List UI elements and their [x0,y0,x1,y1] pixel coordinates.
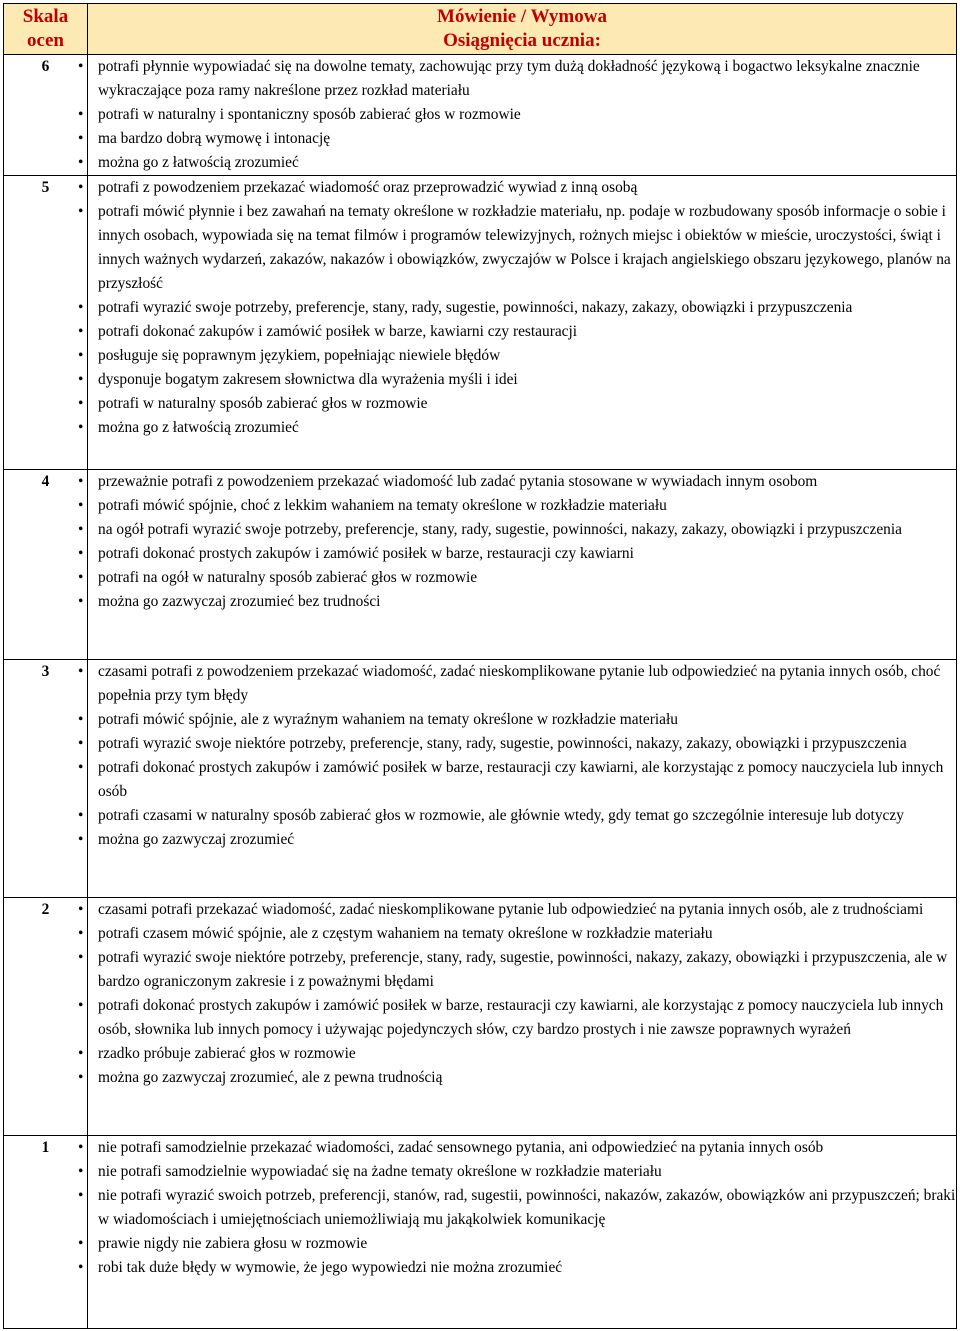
grade-row-4 [4,470,957,660]
achievement-item: • posługuje się poprawnym językiem, popełniając niewiele błędów [88,344,956,368]
achievement-item: • ma bardzo dobrą wymowę i intonację [88,127,956,151]
achievement-item: • potrafi mówić spójnie, ale z wyraźnym wahaniem na tematy określone w rozkładzie materiału [88,708,956,732]
achievement-item: • można go zazwyczaj zrozumieć bez trudności [88,590,956,614]
achievement-item: • dysponuje bogatym zakresem słownictwa dla wyrażenia myśli i idei [88,368,956,392]
achievement-item: • potrafi czasem mówić spójnie, ale z częstym wahaniem na tematy określone w rozkładzie materiału [88,922,956,946]
achievement-item: • można go zazwyczaj zrozumieć [88,828,956,852]
achievement-item: • można go z łatwością zrozumieć [88,416,956,440]
grade-value: 4 [4,470,88,660]
achievement-item: • nie potrafi samodzielnie wypowiadać się na żadne tematy określone w rozkładzie materiału [88,1160,956,1184]
achievements-header-cell [88,4,957,55]
grade-value: 2 [4,898,88,1136]
achievement-list [88,660,957,898]
grade-row-1 [4,1136,957,1329]
grade-row-5 [4,176,957,470]
achievement-item: • potrafi dokonać prostych zakupów i zamówić posiłek w barze, restauracji czy kawiarni, ale korzystając z pomocy nauczyciela lub innych osób [88,756,956,804]
achievement-item: • potrafi płynnie wypowiadać się na dowolne tematy, zachowując przy tym dużą dokładność językową i bogactwo leksykalne znacznie wykraczające poza ramy nakreślone przez rozkład materiału [88,55,956,103]
achievement-item: • można go zazwyczaj zrozumieć, ale z pewna trudnością [88,1066,956,1090]
achievement-item: • potrafi wyrazić swoje potrzeby, preferencje, stany, rady, sugestie, powinności, nakazy, zakazy, obowiązki i przypuszczenia [88,296,956,320]
section-title: Mówienie / Wymowa [437,6,607,27]
achievement-item: • potrafi dokonać zakupów i zamówić posiłek w barze, kawiarni czy restauracji [88,320,956,344]
achievement-item: • potrafi czasami w naturalny sposób zabierać głos w rozmowie, ale głównie wtedy, gdy temat go szczególnie interesuje lub dotyczy [88,804,956,828]
achievement-item: • czasami potrafi z powodzeniem przekazać wiadomość, zadać nieskomplikowane pytanie lub odpowiedzieć na pytania innych osób, choć popełnia przy tym błędy [88,660,956,708]
grade-row-2 [4,898,957,1136]
achievement-item: • potrafi z powodzeniem przekazać wiadomość oraz przeprowadzić wywiad z inną osobą [88,176,956,200]
achievement-item: • czasami potrafi przekazać wiadomość, zadać nieskomplikowane pytanie lub odpowiedzieć na pytania innych osób, ale z trudnościami [88,898,956,922]
achievement-list [88,176,957,470]
grade-row-3 [4,660,957,898]
achievement-item: • potrafi dokonać prostych zakupów i zamówić posiłek w barze, restauracji czy kawiarni, ale korzystając z pomocy nauczyciela lub innych osób, słownika lub innych pomocy i używając pojedynczych słów, czy bardzo prostych i nie zawsze poprawnych wyrażeń [88,994,956,1042]
scale-header-cell [4,4,88,55]
achievement-list [88,898,957,1136]
grade-value: 3 [4,660,88,898]
achievement-list [88,1136,957,1329]
achievement-item: • potrafi wyrazić swoje niektóre potrzeby, preferencje, stany, rady, sugestie, powinności, nakazy, zakazy, obowiązki i przypuszczenia [88,732,956,756]
grade-value: 6 [4,55,88,176]
achievement-item: • prawie nigdy nie zabiera głosu w rozmowie [88,1232,956,1256]
grade-value: 5 [4,176,88,470]
achievements-subtitle: Osiągnięcia ucznia: [443,30,601,51]
scale-header-line1: Skala [22,6,69,27]
scale-header-line2: ocen [27,30,64,51]
table-header-row [4,4,957,55]
achievement-item: • potrafi mówić płynnie i bez zawahań na tematy określone w rozkładzie materiału, np. podaje w rozbudowany sposób informacje o sobie i innych osobach, wypowiada się na temat filmów i programów telewizyjnych, rożnych miejsc i obiektów w mieście, uroczystości, świąt i innych ważnych wydarzeń, zakazów, nakazów i obowiązków, zwyczajów w Polsce i krajach angielskiego obszaru językowego, planów na przyszłość [88,200,956,296]
achievement-item: • można go z łatwością zrozumieć [88,151,956,175]
achievement-item: • potrafi wyrazić swoje niektóre potrzeby, preferencje, stany, rady, sugestie, powinności, nakazy, zakazy, obowiązki i przypuszczenia, ale w bardzo ograniczonym zakresie i z poważnymi błędami [88,946,956,994]
achievement-list [88,470,957,660]
grade-value: 1 [4,1136,88,1329]
achievement-item: • robi tak duże błędy w wymowie, że jego wypowiedzi nie można zrozumieć [88,1256,956,1280]
achievement-item: • nie potrafi wyrazić swoich potrzeb, preferencji, stanów, rad, sugestii, powinności, nakazów, zakazów, obowiązków ani przypuszczeń; braki w wiadomościach i umiejętnościach uniemożliwiają mu jakąkolwiek komunikację [88,1184,956,1232]
achievement-item: • przeważnie potrafi z powodzeniem przekazać wiadomość lub zadać pytania stosowane w wywiadach innym osobom [88,470,956,494]
grade-row-6 [4,55,957,176]
achievement-item: • rzadko próbuje zabierać głos w rozmowie [88,1042,956,1066]
grading-scale-table [3,3,957,1329]
achievement-item: • potrafi na ogół w naturalny sposób zabierać głos w rozmowie [88,566,956,590]
achievement-item: • nie potrafi samodzielnie przekazać wiadomości, zadać sensownego pytania, ani odpowiedzieć na pytania innych osób [88,1136,956,1160]
achievement-list [88,55,957,176]
grade-rows [4,55,957,1329]
achievement-item: • potrafi mówić spójnie, choć z lekkim wahaniem na tematy określone w rozkładzie materiału [88,494,956,518]
achievement-item: • potrafi w naturalny sposób zabierać głos w rozmowie [88,392,956,416]
achievement-item: • na ogół potrafi wyrazić swoje potrzeby, preferencje, stany, rady, sugestie, powinności, nakazy, zakazy, obowiązki i przypuszczenia [88,518,956,542]
achievement-item: • potrafi w naturalny i spontaniczny sposób zabierać głos w rozmowie [88,103,956,127]
achievement-item: • potrafi dokonać prostych zakupów i zamówić posiłek w barze, restauracji czy kawiarni [88,542,956,566]
